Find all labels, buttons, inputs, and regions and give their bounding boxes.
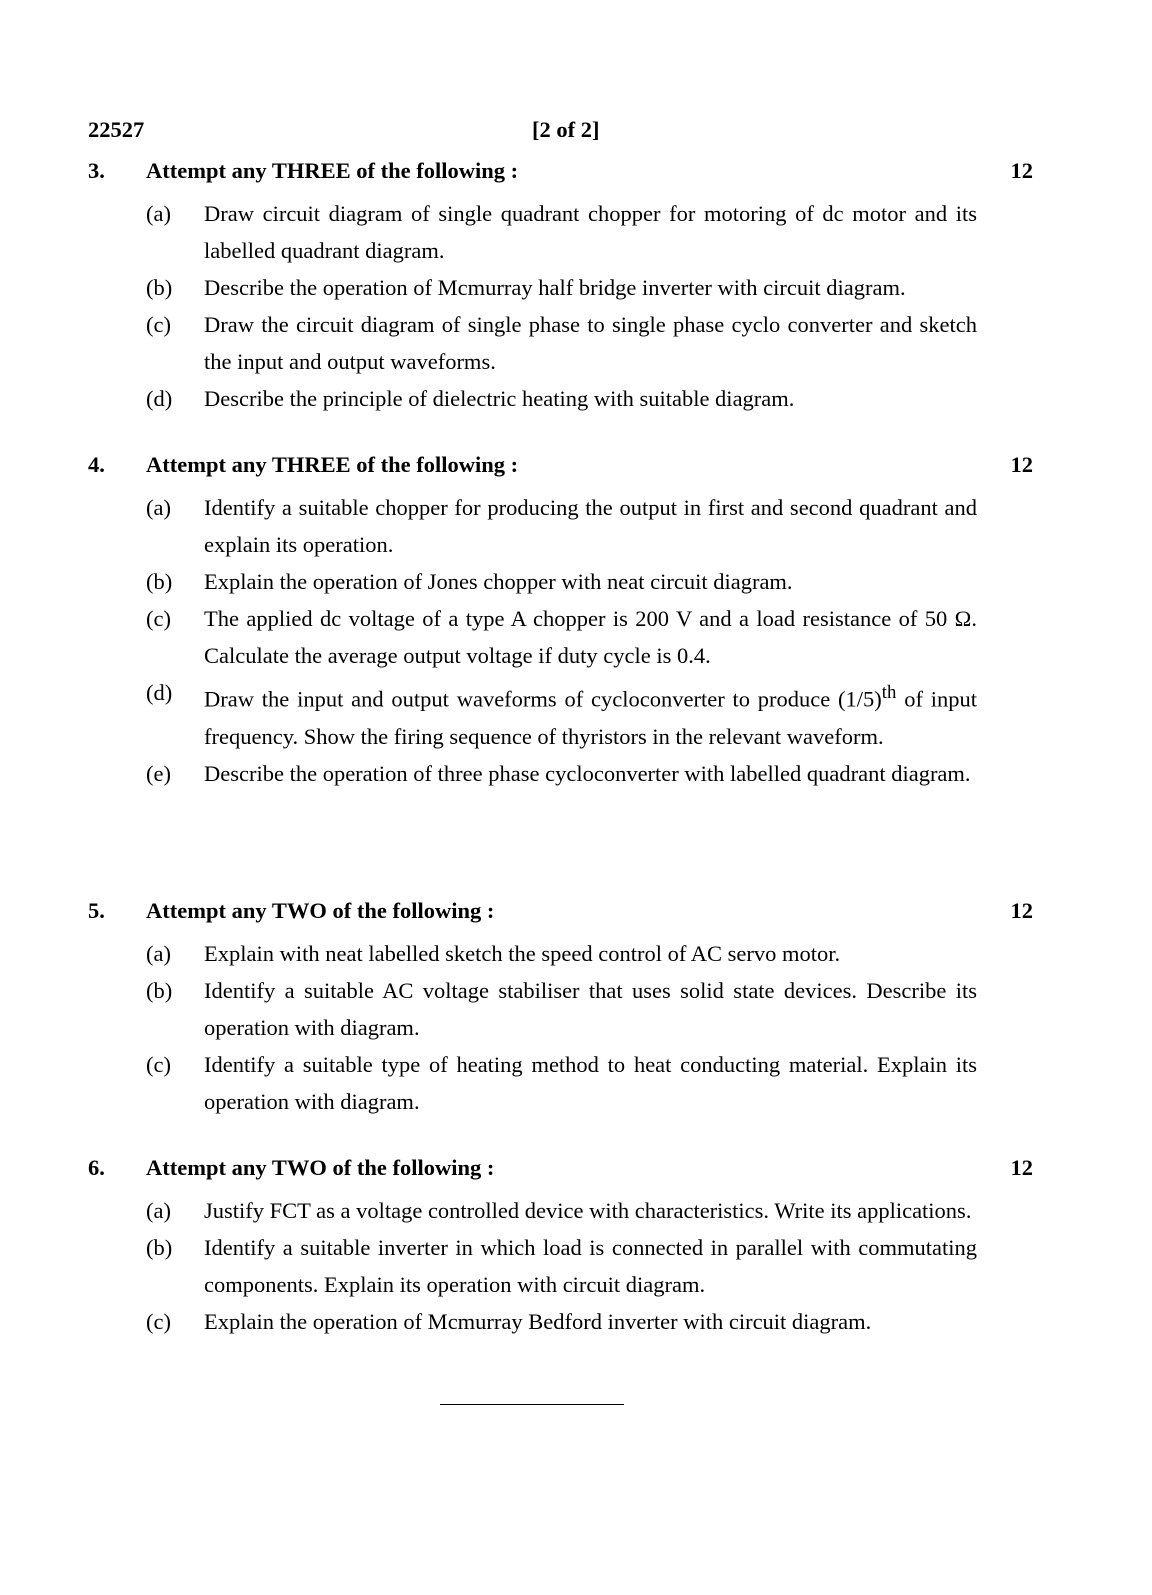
sub-question-label: (c) (146, 312, 171, 337)
question-6 (88, 1155, 1033, 1340)
question-heading (88, 1155, 1033, 1192)
question-heading (88, 898, 1033, 935)
question-number: 4. (88, 452, 105, 477)
question-title: Attempt any TWO of the following : (146, 898, 495, 923)
sub-question-label: (b) (146, 275, 173, 300)
sub-question-label: (b) (146, 569, 173, 594)
sub-question-b (88, 563, 1033, 600)
sub-question-c (88, 306, 1033, 380)
sub-question-label: (a) (146, 495, 171, 520)
sub-question-text: Identify a suitable type of heating method to heat conducting material. Explain its operation with diagram. (204, 1052, 977, 1114)
sub-question-label: (b) (146, 978, 173, 1003)
sub-question-a (88, 935, 1033, 972)
question-marks: 12 (1010, 898, 1033, 923)
sub-question-label: (d) (146, 386, 173, 411)
sub-question-c (88, 600, 1033, 674)
sub-question-text: The applied dc voltage of a type A chopper is 200 V and a load resistance of 50 Ω. Calculate the average output voltage if duty cycle is 0.4. (204, 606, 977, 668)
sub-question-label: (a) (146, 941, 171, 966)
question-3 (88, 158, 1033, 417)
question-title: Attempt any TWO of the following : (146, 1155, 495, 1180)
sub-question-label: (c) (146, 1309, 171, 1334)
superscript-ordinal: th (881, 682, 897, 703)
question-heading (88, 452, 1033, 489)
question-marks: 12 (1010, 452, 1033, 477)
sub-question-label: (a) (146, 201, 171, 226)
question-heading (88, 158, 1033, 195)
sub-question-text: Identify a suitable AC voltage stabiliser that uses solid state devices. Describe its operation with diagram. (204, 978, 977, 1040)
question-marks: 12 (1010, 158, 1033, 183)
sub-question-text: Draw circuit diagram of single quadrant chopper for motoring of dc motor and its labelled quadrant diagram. (204, 201, 977, 263)
sub-question-text: Identify a suitable chopper for producing the output in first and second quadrant and explain its operation. (204, 495, 977, 557)
sub-question-d (88, 380, 1033, 417)
sub-question-d (88, 674, 1033, 755)
sub-question-b (88, 269, 1033, 306)
sub-question-label: (a) (146, 1198, 171, 1223)
sub-question-label: (d) (146, 680, 173, 705)
sub-question-label: (b) (146, 1235, 173, 1260)
question-number: 5. (88, 898, 105, 923)
sub-question-text: Explain the operation of Jones chopper with neat circuit diagram. (204, 569, 793, 594)
question-title: Attempt any THREE of the following : (146, 158, 519, 183)
sub-question-text-part: of input frequency. Show the firing sequence of thyristors in the relevant waveform. (204, 686, 977, 749)
sub-question-a (88, 1192, 1033, 1229)
question-number: 3. (88, 158, 105, 183)
sub-question-c (88, 1046, 1033, 1120)
question-4 (88, 452, 1033, 792)
question-title: Attempt any THREE of the following : (146, 452, 519, 477)
question-number: 6. (88, 1155, 105, 1180)
sub-question-label: (e) (146, 760, 171, 786)
sub-question-a (88, 195, 1033, 269)
sub-question-b (88, 972, 1033, 1046)
sub-question-text: Draw the circuit diagram of single phase to single phase cyclo converter and sketch the input and output waveforms. (204, 312, 977, 374)
sub-question-text: Explain with neat labelled sketch the speed control of AC servo motor. (204, 941, 841, 966)
sub-question-text: Describe the operation of Mcmurray half bridge inverter with circuit diagram. (204, 275, 906, 300)
question-marks: 12 (1010, 1155, 1033, 1180)
question-5 (88, 898, 1033, 1120)
sub-question-c (88, 1303, 1033, 1340)
sub-question-text (204, 674, 977, 755)
sub-question-text-part: Draw the input and output waveforms of cycloconverter to produce (1/5) (204, 686, 882, 712)
page-number: [2 of 2] (532, 117, 600, 142)
sub-question-text: Justify FCT as a voltage controlled device with characteristics. Write its applications. (204, 1198, 972, 1223)
sub-question-text: Identify a suitable inverter in which load is connected in parallel with commutating components. Explain its operation with circuit diagram. (204, 1235, 977, 1297)
sub-question-text: Describe the principle of dielectric heating with suitable diagram. (204, 386, 795, 411)
sub-question-text: Describe the operation of three phase cycloconverter with labelled quadrant diagram. (204, 760, 971, 786)
page-header (88, 117, 1033, 147)
paper-code: 22527 (88, 117, 145, 142)
sub-question-a (88, 489, 1033, 563)
sub-question-e (88, 755, 1033, 792)
sub-question-b (88, 1229, 1033, 1303)
sub-question-text: Explain the operation of Mcmurray Bedford inverter with circuit diagram. (204, 1309, 872, 1334)
end-divider (440, 1404, 624, 1405)
sub-question-label: (c) (146, 606, 171, 631)
sub-question-label: (c) (146, 1052, 171, 1077)
